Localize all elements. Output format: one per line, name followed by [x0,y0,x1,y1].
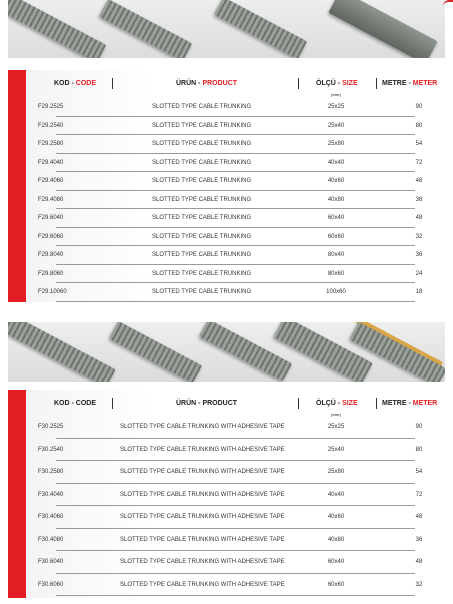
product-table-adhesive [8,390,445,598]
row-divider [56,301,415,302]
code-cell: F30.4040 [38,491,64,498]
meter-cell-text: 32 [415,233,423,240]
meter-cell-text: 54 [415,141,423,147]
red-side-bar [8,390,26,598]
code-cell: F29.4080 [38,196,64,203]
table-row [26,416,445,439]
table-row [26,246,445,265]
table-header [26,394,445,417]
product-cell: SLOTTED TYPE CABLE TRUNKING [152,233,252,240]
code-cell: F30.6040 [38,559,64,565]
table-row [26,172,445,191]
size-cell-text: 60x40 [327,559,345,565]
table-row [26,574,445,597]
product-photo-band-bottom [8,322,445,382]
table-row [26,283,445,302]
product-cell: SLOTTED TYPE CABLE TRUNKING WITH ADHESIVE TAPE [120,446,285,453]
meter-cell-text: 36 [415,536,423,543]
table-row [26,551,445,574]
product-cell: SLOTTED TYPE CABLE TRUNKING [152,141,252,147]
meter-cell-text: 80 [415,446,423,453]
product-cell: SLOTTED TYPE CABLE TRUNKING [152,252,252,258]
meter-cell-text: 72 [415,159,423,166]
header-product: ÜRÜN - PRODUCT [176,400,238,407]
header-size: ÖLÇÜ - SIZE [316,80,358,87]
cable-trunk-image [8,0,106,58]
size-cell-text: 60x60 [327,233,345,240]
code-cell: F30.2525 [38,424,64,430]
code-cell: F29.2540 [38,122,64,129]
code-cell: F30.2540 [38,446,64,453]
meter-cell-text: 90 [415,104,423,110]
code-cell: F30.4060 [38,514,64,520]
table-row [26,209,445,228]
product-cell: SLOTTED TYPE CABLE TRUNKING WITH ADHESIVE TAPE [120,559,285,565]
code-cell: F30.2580 [38,469,64,475]
product-cell: SLOTTED TYPE CABLE TRUNKING [152,270,252,277]
size-cell-text: 25x40 [327,446,345,453]
header-meter: METRE - METER [382,400,438,407]
meter-cell-text: 54 [415,469,423,475]
meter-cell-text: 36 [415,252,423,258]
table-row [26,439,445,462]
table-row [26,117,445,136]
product-cell: SLOTTED TYPE CABLE TRUNKING [152,289,252,295]
cable-trunk-image [109,322,202,382]
table-row [26,484,445,507]
product-cell: SLOTTED TYPE CABLE TRUNKING WITH ADHESIVE TAPE [120,514,285,520]
product-cell: SLOTTED TYPE CABLE TRUNKING WITH ADHESIVE TAPE [120,491,285,498]
row-divider [56,595,415,596]
size-cell-text: 80x60 [327,270,345,277]
size-cell-text: 25x80 [327,469,345,475]
meter-cell-text: 48 [415,559,423,565]
size-cell-text: 25x25 [327,104,345,110]
code-cell: F29.6040 [38,215,64,221]
header-product: ÜRÜN - PRODUCT [176,80,238,87]
product-cell: SLOTTED TYPE CABLE TRUNKING [152,159,252,166]
meter-cell-text: 90 [415,424,423,430]
size-cell-text: 60x60 [327,581,345,588]
meter-cell-text: 48 [415,514,423,520]
corner-accent [443,0,453,8]
table-row [26,461,445,484]
cable-trunk-image [214,0,307,58]
code-cell: F29.4040 [38,159,64,166]
size-cell-text: 40x60 [327,514,345,520]
cable-trunk-image [328,0,437,58]
size-cell-text: 80x40 [327,252,345,258]
cable-trunk-image [99,0,192,58]
table-row [26,98,445,117]
code-cell: F30.4080 [38,536,64,543]
product-cell: SLOTTED TYPE CABLE TRUNKING WITH ADHESIVE TAPE [120,581,285,588]
header-code: KOD - CODE [54,80,97,87]
product-photo-band-top [8,0,445,58]
meter-cell-text: 80 [415,122,423,129]
product-cell: SLOTTED TYPE CABLE TRUNKING [152,104,252,110]
unit-label: (mm) [331,92,341,97]
meter-cell-text: 18 [415,289,423,295]
product-cell: SLOTTED TYPE CABLE TRUNKING WITH ADHESIVE TAPE [120,469,285,475]
table-row [26,154,445,173]
size-cell-text: 40x40 [327,159,345,166]
size-cell-text: 25x25 [327,424,345,430]
table-header [26,74,445,97]
unit-label: (mm) [331,412,341,417]
code-cell: F29.10060 [38,289,67,295]
size-cell-text: 60x40 [327,215,345,221]
size-cell-text: 40x80 [327,196,345,203]
table-row [26,529,445,552]
code-cell: F29.2580 [38,141,64,147]
code-cell: F30.6060 [38,581,64,588]
table-row [26,265,445,284]
product-cell: SLOTTED TYPE CABLE TRUNKING [152,122,252,129]
size-cell-text: 25x40 [327,122,345,129]
product-cell: SLOTTED TYPE CABLE TRUNKING [152,215,252,221]
meter-cell-text: 24 [415,270,423,277]
red-side-bar [8,70,26,302]
size-cell-text: 100x60 [326,289,346,295]
size-cell-text: 40x60 [327,178,345,184]
meter-cell-text: 48 [415,215,423,221]
code-cell: F29.6060 [38,233,64,240]
header-meter: METRE - METER [382,80,438,87]
size-cell-text: 40x40 [327,491,345,498]
header-code: KOD - CODE [54,400,97,407]
size-cell-text: 40x80 [327,536,345,543]
code-cell: F29.8040 [38,252,64,258]
product-cell: SLOTTED TYPE CABLE TRUNKING WITH ADHESIVE TAPE [120,536,285,543]
cable-trunk-image [8,322,116,382]
header-size: ÖLÇÜ - SIZE [316,400,358,407]
code-cell: F29.8060 [38,270,64,277]
meter-cell-text: 48 [415,178,423,184]
meter-cell-text: 72 [415,491,423,498]
meter-cell-text: 36 [415,196,423,203]
table-row [26,191,445,210]
product-cell: SLOTTED TYPE CABLE TRUNKING [152,196,252,203]
meter-cell-text: 32 [415,581,423,588]
product-table-slotted [8,70,445,302]
table-row [26,506,445,529]
table-row [26,228,445,247]
code-cell: F29.2525 [38,104,64,110]
product-cell: SLOTTED TYPE CABLE TRUNKING WITH ADHESIVE TAPE [120,424,285,430]
table-row [26,135,445,154]
size-cell-text: 25x80 [327,141,345,147]
product-cell: SLOTTED TYPE CABLE TRUNKING [152,178,252,184]
code-cell: F29.4060 [38,178,64,184]
